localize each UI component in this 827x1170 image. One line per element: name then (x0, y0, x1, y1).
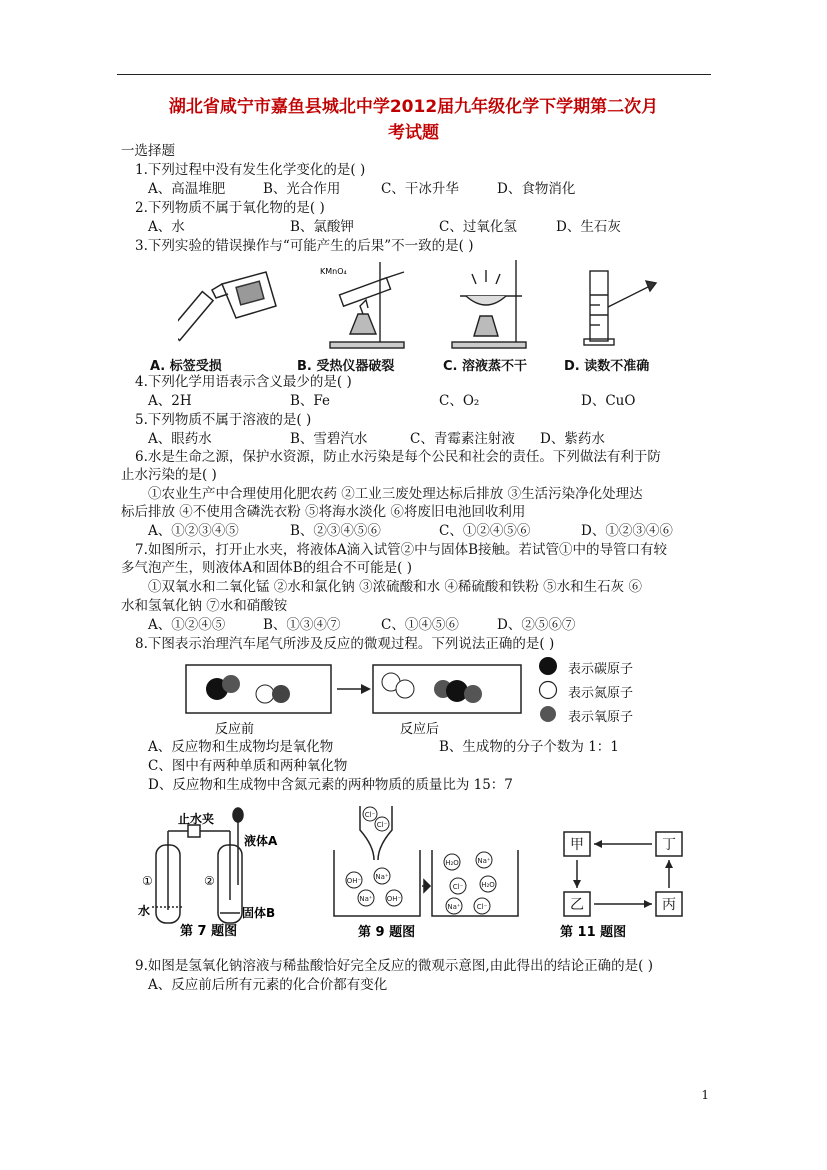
fig9-ion: Cl⁻ (364, 811, 376, 819)
q4-stem: 4.下列化学用语表示含义最少的是( ) (135, 374, 352, 390)
q6-statements-line2: 标后排放 ④不使用含磷洗衣粉 ⑤将海水淡化 ⑥将废旧电池回收利用 (121, 504, 526, 520)
q7-stem-line2: 多气泡产生，则液体A和固体B的组合不可能是( ) (121, 560, 412, 576)
q4-option-d: D、CuO (581, 393, 636, 409)
fig7-clamp-label: 止水夹 (178, 812, 215, 826)
q8-legend-symbols (538, 656, 558, 724)
q7-option-c: C、①④⑤⑥ (381, 617, 459, 633)
q8-option-d: D、反应物和生成物中含氮元素的两种物质的质量比为 15：7 (148, 777, 513, 793)
fig9-diagram (330, 800, 520, 942)
q5-stem: 5.下列物质不属于溶液的是( ) (135, 412, 312, 428)
q3-figure-b (320, 256, 415, 351)
q3-caption-c: C. 溶液蒸不干 (443, 359, 528, 374)
q9-option-a: A、反应前后所有元素的化合价都有变化 (148, 977, 388, 993)
q7-option-a: A、①②④⑤ (148, 617, 226, 633)
q6-stem-line1: 6.水是生命之源，保护水资源，防止水污染是每个公民和社会的责任。下列做法有利于防 (135, 449, 661, 465)
fig7-tube1-label: ① (142, 874, 153, 888)
q1-option-c: C、干冰升华 (381, 181, 459, 197)
q2-stem: 2.下列物质不属于氧化物的是( ) (135, 200, 325, 216)
fig9-ion: Cl⁻ (376, 821, 388, 829)
q1-stem: 1.下列过程中没有发生化学变化的是( ) (135, 162, 366, 178)
q8-option-a: A、反应物和生成物均是氧化物 (148, 739, 334, 755)
fig7-liquid-label: 液体A (244, 834, 278, 848)
fig9-ion: Cl⁻ (452, 883, 464, 891)
q9-stem: 9.如图是氢氧化钠溶液与稀盐酸恰好完全反应的微观示意图,由此得出的结论正确的是( ) (135, 958, 653, 974)
q3-figure-d (580, 265, 665, 350)
fig11-box-bing: 丙 (662, 897, 676, 913)
legend-carbon: 表示碳原子 (568, 662, 634, 677)
q1-option-a: A、高温堆肥 (148, 181, 226, 197)
q5-option-a: A、眼药水 (148, 431, 212, 447)
q4-option-c: C、O₂ (439, 393, 480, 409)
q8-reaction-diagram (185, 656, 530, 736)
q8-stem: 8.下图表示治理汽车尾气所涉及反应的微观过程。下列说法正确的是( ) (135, 636, 555, 652)
q3-caption-a: A. 标签受损 (150, 359, 222, 374)
q4-option-b: B、Fe (290, 393, 331, 409)
fig11-diagram (548, 828, 698, 940)
legend-nitrogen: 表示氮原子 (568, 686, 634, 701)
kmno4-label: KMnO₄ (320, 267, 347, 276)
q7-stem-line1: 7.如图所示，打开止水夹，将液体A滴入试管②中与固体B接触。若试管①中的导管口有较 (135, 542, 668, 558)
q3-caption-d: D. 读数不准确 (564, 359, 650, 374)
q2-option-b: B、氯酸钾 (290, 219, 354, 235)
q2-option-d: D、生石灰 (556, 219, 621, 235)
q3-figure-c (446, 256, 536, 351)
q6-option-c: C、①②④⑤⑥ (439, 523, 531, 539)
fig9-ion: Cl⁻ (476, 903, 488, 911)
fig9-ion: Na⁺ (359, 895, 373, 903)
fig9-ion: OH⁻ (386, 895, 402, 903)
fig9-ion: Na⁺ (447, 903, 461, 911)
fig9-ion: Na⁺ (477, 857, 491, 865)
q8-option-b: B、生成物的分子个数为 1：1 (439, 739, 619, 755)
q3-caption-b: B. 受热仪器破裂 (297, 359, 395, 374)
q7-option-b: B、①③④⑦ (263, 617, 341, 633)
q7-statements-line2: 水和氢氧化钠 ⑦水和硝酸铵 (121, 598, 288, 614)
fig9-caption: 第 9 题图 (358, 925, 416, 940)
fig7-water-label: 水 (138, 904, 151, 918)
fig11-box-ding: 丁 (662, 837, 676, 853)
q7-statements-line1: ①双氧水和二氧化锰 ②水和氯化钠 ③浓硫酸和水 ④稀硫酸和铁粉 ⑤水和生石灰 ⑥ (148, 579, 642, 595)
fig9-ion: OH⁻ (346, 877, 362, 885)
q2-option-c: C、过氧化氢 (439, 219, 517, 235)
fig11-box-yi: 乙 (570, 897, 584, 913)
q8-before-label: 反应前 (215, 722, 255, 736)
fig9-ion: H₂O (445, 859, 459, 867)
doc-title-line1: 湖北省咸宁市嘉鱼县城北中学2012届九年级化学下学期第二次月 (168, 97, 659, 117)
q4-option-a: A、2H (148, 393, 192, 409)
q7-option-d: D、②⑤⑥⑦ (497, 617, 576, 633)
fig7-tube2-label: ② (204, 874, 215, 888)
q1-option-d: D、食物消化 (497, 181, 576, 197)
header-rule (117, 74, 711, 75)
fig9-ion: H₂O (481, 881, 495, 889)
page-number: 1 (701, 1088, 709, 1102)
q2-option-a: A、水 (148, 219, 185, 235)
q6-statements-line1: ①农业生产中合理使用化肥农药 ②工业三废处理达标后排放 ③生活污染净化处理达 (148, 486, 643, 502)
doc-title-line2: 考试题 (388, 123, 439, 143)
legend-oxygen: 表示氧原子 (568, 710, 634, 725)
section-heading: 一选择题 (121, 143, 175, 159)
fig9-ion: Na⁺ (375, 873, 389, 881)
q8-after-label: 反应后 (400, 722, 440, 736)
q8-option-c: C、图中有两种单质和两种氧化物 (148, 758, 348, 774)
q5-option-d: D、紫药水 (540, 431, 605, 447)
fig11-caption: 第 11 题图 (560, 925, 627, 940)
q6-option-d: D、①②③④⑥ (581, 523, 673, 539)
q5-option-b: B、雪碧汽水 (290, 431, 368, 447)
fig7-caption: 第 7 题图 (180, 924, 238, 939)
q6-option-b: B、②③④⑤⑥ (290, 523, 381, 539)
q6-option-a: A、①②③④⑤ (148, 523, 239, 539)
fig11-box-jia: 甲 (570, 837, 584, 853)
q1-option-b: B、光合作用 (263, 181, 341, 197)
q3-figure-a (178, 262, 288, 342)
q3-stem: 3.下列实验的错误操作与“可能产生的后果”不一致的是( ) (135, 238, 474, 254)
fig7-solid-label: 固体B (242, 906, 276, 920)
q6-stem-line2: 止水污染的是( ) (121, 467, 217, 483)
fig7-apparatus (138, 805, 293, 940)
q5-option-c: C、青霉素注射液 (410, 431, 515, 447)
